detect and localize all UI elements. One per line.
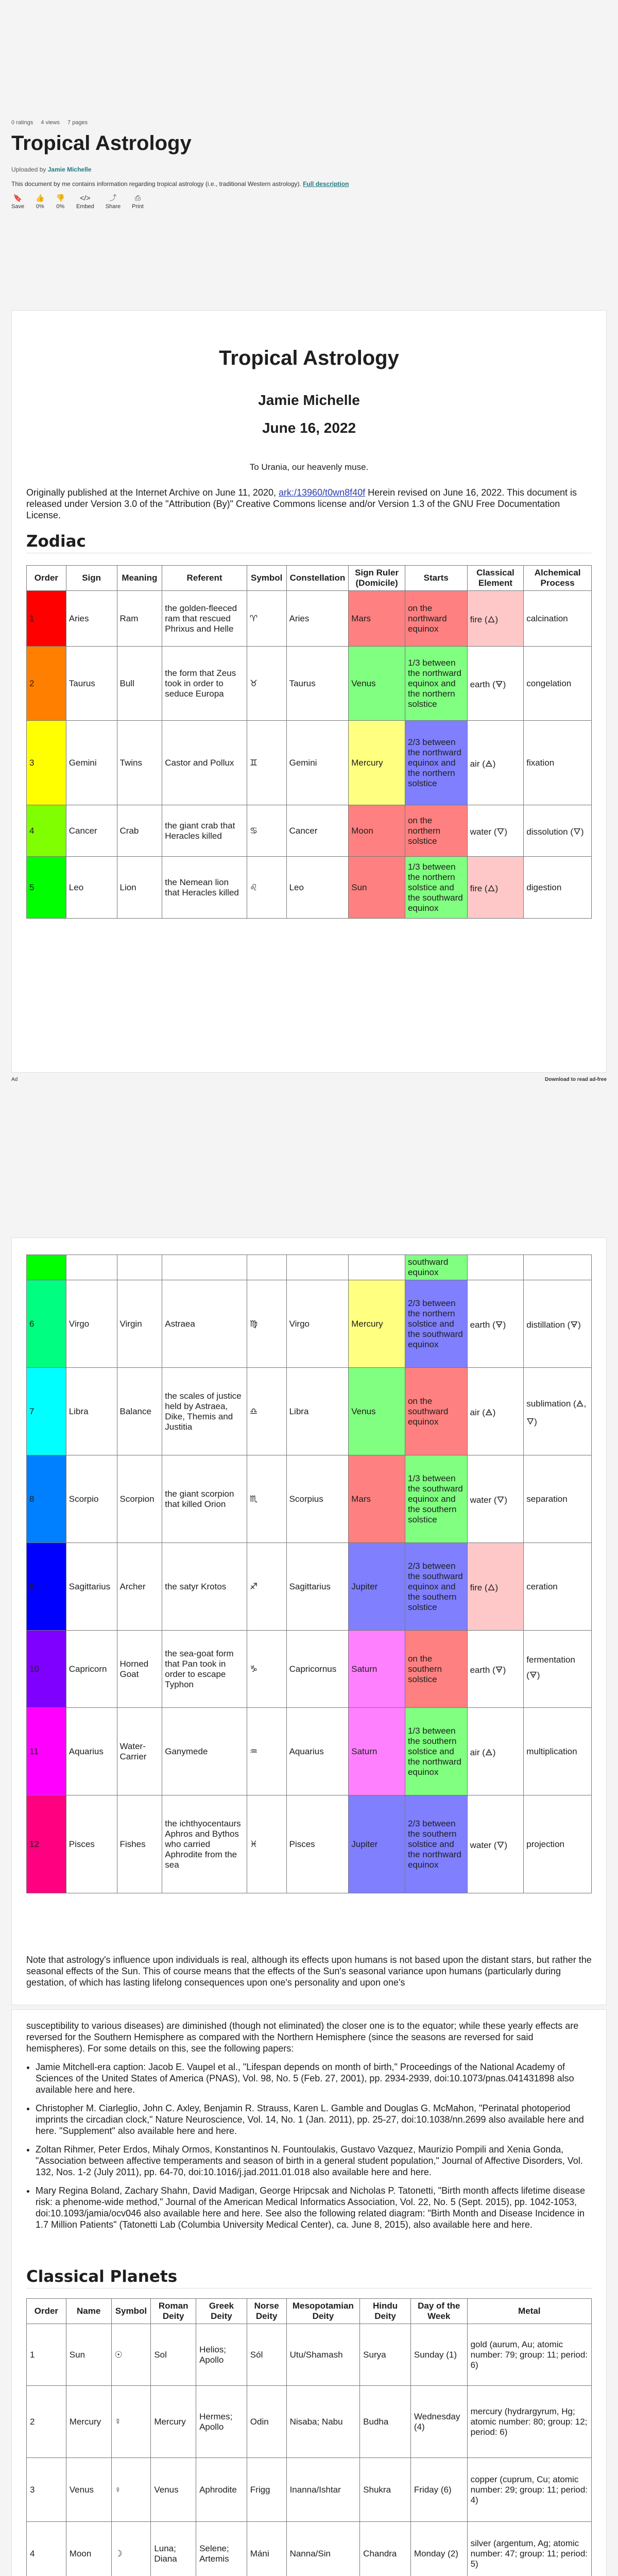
alchemical-process: congelation: [524, 647, 592, 721]
sign-meaning: Ram: [117, 591, 162, 647]
zodiac-row-scorpio: [27, 1455, 592, 1543]
sign-meaning: Balance: [117, 1368, 162, 1455]
sign-order: 9: [27, 1543, 66, 1631]
classical-element: fire (🜂): [467, 591, 524, 647]
column-header: Mesopotamian Deity: [286, 2299, 360, 2324]
alchemical-process: projection: [524, 1795, 592, 1893]
sign-referent: the form that Zeus took in order to seduce Europa: [162, 647, 247, 721]
constellation: Capricornus: [286, 1631, 349, 1708]
continued-text: susceptibility to various diseases) are diminished (though not eliminated) the closer one is to the equator; while these yearly effects are reversed for the Southern Hemisphere as compared with the Northern Hemisphere (since the seasons are reversed for said hemispheres). For some details on this, see the following papers:: [26, 2021, 579, 2054]
empty-cell: [467, 1255, 524, 1280]
alchemical-process: fixation: [524, 721, 592, 805]
sign-order: 7: [27, 1368, 66, 1455]
sign-symbol-icon: ♈: [247, 591, 286, 647]
planets-heading: Classical Planets: [26, 2267, 592, 2289]
full-description-link[interactable]: Full description: [303, 180, 349, 188]
sign-ruler: Mercury: [349, 1280, 405, 1368]
constellation: Cancer: [286, 805, 349, 857]
constellation: Libra: [286, 1368, 349, 1455]
planet-hindu: Budha: [360, 2386, 411, 2458]
sign-ruler: Saturn: [349, 1631, 405, 1708]
column-header: Symbol: [247, 566, 286, 591]
planet-symbol: ☽: [111, 2522, 151, 2576]
sign-symbol-icon: ♊: [247, 721, 286, 805]
sign-symbol-icon: ♐: [247, 1543, 286, 1631]
planet-name: Venus: [66, 2458, 111, 2522]
column-header: Day of the Week: [410, 2299, 467, 2324]
column-header: Meaning: [117, 566, 162, 591]
sign-start: on the northern solstice: [405, 805, 467, 857]
sign-name: Libra: [66, 1368, 117, 1455]
alchemical-process: multiplication: [524, 1708, 592, 1795]
planet-order: 4: [27, 2522, 66, 2576]
sign-symbol-icon: ♍: [247, 1280, 286, 1368]
sign-start: on the southward equinox: [405, 1368, 467, 1455]
sign-ruler: Venus: [349, 647, 405, 721]
thumbs-down-icon: 👎: [56, 194, 65, 202]
zodiac-row-pisces: [27, 1795, 592, 1893]
sign-meaning: Fishes: [117, 1795, 162, 1893]
column-header: Symbol: [111, 2299, 151, 2324]
views-count: 4 views: [41, 120, 60, 126]
planet-name: Mercury: [66, 2386, 111, 2458]
sign-referent: the Nemean lion that Heracles killed: [162, 857, 247, 919]
planet-row-venus: [27, 2458, 592, 2522]
document-page-2: [11, 1238, 607, 2005]
reference-list: [26, 2061, 592, 2230]
sign-ruler: Saturn: [349, 1708, 405, 1795]
document-description: This document by me contains information regarding tropical astrology (i.e., traditional Western astrology). Full description: [11, 180, 349, 188]
constellation: Leo: [286, 857, 349, 919]
classical-element: water (🜄): [467, 1455, 524, 1543]
uploaded-by: Uploaded by Jamie Michelle: [11, 166, 92, 173]
planet-greek: Aphrodite: [196, 2458, 247, 2522]
sign-start: southward equinox: [405, 1255, 467, 1280]
sign-referent: the golden-fleeced ram that rescued Phrixus and Helle: [162, 591, 247, 647]
classical-element: water (🜄): [467, 805, 524, 857]
sign-symbol-icon: ♒: [247, 1708, 286, 1795]
dedication: To Urania, our heavenly muse.: [249, 462, 369, 472]
sign-ruler: Mars: [349, 1455, 405, 1543]
empty-cell: [286, 1255, 349, 1280]
alchemical-process: distillation (🜃): [524, 1280, 592, 1368]
sign-referent: the ichthyocentaurs Aphros and Bythos who carried Aphrodite from the sea: [162, 1795, 247, 1893]
planet-greek: Helios; Apollo: [196, 2324, 247, 2386]
ad-label: Ad: [11, 1077, 18, 1082]
planet-meso: Utu/Shamash: [286, 2324, 360, 2386]
sign-start: 2/3 between the southern solstice and the northward equinox: [405, 1795, 467, 1893]
sign-meaning: Lion: [117, 857, 162, 919]
sign-symbol-icon: ♏: [247, 1455, 286, 1543]
empty-cell: [349, 1255, 405, 1280]
planet-roman: Mercury: [151, 2386, 196, 2458]
constellation: Pisces: [286, 1795, 349, 1893]
column-header: Referent: [162, 566, 247, 591]
zodiac-row-libra: [27, 1368, 592, 1455]
empty-cell: [524, 1255, 592, 1280]
classical-element: earth (🜃): [467, 1631, 524, 1708]
sign-symbol-icon: ♓: [247, 1795, 286, 1893]
reference-item: • Christopher M. Ciarleglio, John C. Axley, Benjamin R. Strauss, Karen L. Gamble and Douglas G. McMahon, "Perinatal photoperiod imprints the circadian clock," Nature Neuroscience, Vol. 14, No. 1 (Jan. 2011), pp. 25-27, doi:10.1038/nn.2699 also available here and here. "Supplement" also available here and here.: [36, 2103, 592, 2137]
planet-norse: Odin: [247, 2386, 286, 2458]
planet-norse: Máni: [247, 2522, 286, 2576]
planet-name: Sun: [66, 2324, 111, 2386]
sign-start: 2/3 between the northern solstice and the southward equinox: [405, 1280, 467, 1368]
sign-symbol-icon: ♎: [247, 1368, 286, 1455]
sign-order: 1: [27, 591, 66, 647]
column-header: Roman Deity: [151, 2299, 196, 2324]
planet-metal: mercury (hydrargyrum, Hg; atomic number: 80; group: 12; period: 6): [467, 2386, 591, 2458]
archive-link[interactable]: ark:/13960/t0wn8f40f: [279, 487, 366, 498]
thumbs-up-icon: 👍: [36, 194, 45, 202]
sign-name: Gemini: [66, 721, 117, 805]
sign-name: Leo: [66, 857, 117, 919]
dislike-button[interactable]: 👎 0%: [56, 194, 65, 210]
sign-start: 1/3 between the southern solstice and the northward equinox: [405, 1708, 467, 1795]
zodiac-row-aquarius: [27, 1708, 592, 1795]
planet-greek: Selene; Artemis: [196, 2522, 247, 2576]
planet-order: 1: [27, 2324, 66, 2386]
classical-element: fire (🜂): [467, 1543, 524, 1631]
zodiac-row-continued: [27, 1255, 592, 1280]
sign-meaning: Horned Goat: [117, 1631, 162, 1708]
empty-cell: [117, 1255, 162, 1280]
planet-meso: Inanna/Ishtar: [286, 2458, 360, 2522]
column-header: Starts: [405, 566, 467, 591]
alchemical-process: fermentation (🜃): [524, 1631, 592, 1708]
sign-name: Aquarius: [66, 1708, 117, 1795]
sign-name: Scorpio: [66, 1455, 117, 1543]
alchemical-process: dissolution (🜄): [524, 805, 592, 857]
sign-meaning: Virgin: [117, 1280, 162, 1368]
sign-referent: the satyr Krotos: [162, 1543, 247, 1631]
sign-name: Sagittarius: [66, 1543, 117, 1631]
seasonal-note: Note that astrology's influence upon individuals is real, although its effects upon humans is not based upon the distant stars, but rather the seasonal effects of the Sun. This of course means that the effects of the Sun's seasonal variance upon humans (particularly during gestation, of which has lasting lifelong consequences upon one's personality and upon one's: [26, 1955, 592, 1988]
constellation: Scorpius: [286, 1455, 349, 1543]
sign-name: Pisces: [66, 1795, 117, 1893]
sign-start: 1/3 between the northward equinox and the northern solstice: [405, 647, 467, 721]
planet-metal: copper (cuprum, Cu; atomic number: 29; group: 11; period: 4): [467, 2458, 591, 2522]
sign-start: on the northward equinox: [405, 591, 467, 647]
share-button[interactable]: ⤴ Share: [105, 194, 121, 210]
alchemical-process: calcination: [524, 591, 592, 647]
sign-name: Taurus: [66, 647, 117, 721]
planet-day: Monday (2): [410, 2522, 467, 2576]
sign-meaning: Scorpion: [117, 1455, 162, 1543]
sign-start: 1/3 between the southward equinox and the southern solstice: [405, 1455, 467, 1543]
planet-hindu: Shukra: [360, 2458, 411, 2522]
embed-button[interactable]: </> Embed: [76, 194, 94, 210]
publication-date: June 16, 2022: [262, 420, 356, 436]
sign-symbol-icon: ♉: [247, 647, 286, 721]
ratings-count: 0 ratings: [11, 120, 33, 126]
sign-name: Cancer: [66, 805, 117, 857]
sign-ruler: Mars: [349, 591, 405, 647]
sign-symbol-icon: ♑: [247, 1631, 286, 1708]
share-icon: ⤴: [109, 194, 117, 202]
sign-start: 1/3 between the northern solstice and the southward equinox: [405, 857, 467, 919]
constellation: Aries: [286, 591, 349, 647]
planet-metal: gold (aurum, Au; atomic number: 79; group: 11; period: 6): [467, 2324, 591, 2386]
document-page-1: [11, 310, 607, 1073]
planets-header-row: [27, 2299, 592, 2324]
planet-symbol: ♀: [111, 2458, 151, 2522]
column-header: Greek Deity: [196, 2299, 247, 2324]
column-header: Norse Deity: [247, 2299, 286, 2324]
sign-meaning: Water-Carrier: [117, 1708, 162, 1795]
planet-hindu: Chandra: [360, 2522, 411, 2576]
sign-order: 2: [27, 647, 66, 721]
zodiac-row-leo: [27, 857, 592, 919]
zodiac-heading: Zodiac: [26, 532, 592, 553]
sign-referent: Ganymede: [162, 1708, 247, 1795]
print-button[interactable]: ⎙ Print: [132, 194, 144, 210]
planet-row-sun: [27, 2324, 592, 2386]
zodiac-header-row: [27, 566, 592, 591]
download-ad-free-link[interactable]: Download to read ad-free: [544, 1077, 607, 1082]
action-bar: [11, 194, 144, 210]
column-header: Constellation: [286, 566, 349, 591]
sign-referent: the giant crab that Heracles killed: [162, 805, 247, 857]
reference-item: • Zoltan Rihmer, Peter Erdos, Mihaly Ormos, Konstantinos N. Fountoulakis, Gustavo Vazquez, Maurizio Pompili and Xenia Gonda, "Association between affective temperaments and season of birth in a general student population," Journal of Affective Disorders, Vol. 132, Nos. 1-2 (July 2011), pp. 64-70, doi:10.1016/j.jad.2011.01.018 also available here and here.: [36, 2144, 592, 2178]
zodiac-row-cancer: [27, 805, 592, 857]
column-header: Metal: [467, 2299, 591, 2324]
planet-norse: Sól: [247, 2324, 286, 2386]
constellation: Taurus: [286, 647, 349, 721]
sign-meaning: Archer: [117, 1543, 162, 1631]
alchemical-process: separation: [524, 1455, 592, 1543]
print-icon: ⎙: [134, 194, 141, 202]
classical-element: air (🜁): [467, 721, 524, 805]
sign-order: 10: [27, 1631, 66, 1708]
column-header: Order: [27, 566, 66, 591]
author-name: Jamie Michelle: [258, 392, 360, 408]
sign-meaning: Twins: [117, 721, 162, 805]
doc-stats: [11, 120, 94, 126]
column-header: Order: [27, 2299, 66, 2324]
sign-order: 5: [27, 857, 66, 919]
zodiac-table: [26, 565, 592, 919]
sign-name: Virgo: [66, 1280, 117, 1368]
publication-note: Originally published at the Internet Archive on June 11, 2020, ark:/13960/t0wn8f40f Herein revised on June 16, 2022. This document is released under Version 3.0 of the "Attribution (By)" Creative Commons license and/or Version 1.3 of the GNU Free Documentation License.: [26, 487, 577, 520]
sign-referent: the giant scorpion that killed Orion: [162, 1455, 247, 1543]
sign-name: Aries: [66, 591, 117, 647]
document-page-3: [11, 2009, 607, 2576]
sign-ruler: Jupiter: [349, 1795, 405, 1893]
sign-order: 12: [27, 1795, 66, 1893]
classical-element: earth (🜃): [467, 647, 524, 721]
sign-name: Capricorn: [66, 1631, 117, 1708]
planet-roman: Luna; Diana: [151, 2522, 196, 2576]
empty-cell: [162, 1255, 247, 1280]
planets-table: [26, 2298, 592, 2576]
planet-metal: silver (argentum, Ag; atomic number: 47; group: 11; period: 5): [467, 2522, 591, 2576]
planet-order: 2: [27, 2386, 66, 2458]
sign-referent: the scales of justice held by Astraea, Dike, Themis and Justitia: [162, 1368, 247, 1455]
sign-start: 2/3 between the southward equinox and the southern solstice: [405, 1543, 467, 1631]
empty-cell: [66, 1255, 117, 1280]
sign-referent: Astraea: [162, 1280, 247, 1368]
page-title: Tropical Astrology: [219, 347, 399, 369]
sign-ruler: Sun: [349, 857, 405, 919]
planet-name: Moon: [66, 2522, 111, 2576]
planet-roman: Venus: [151, 2458, 196, 2522]
column-header: Alchemical Process: [524, 566, 592, 591]
sign-order: 3: [27, 721, 66, 805]
bookmark-icon: 🔖: [13, 194, 23, 202]
column-header: Sign Ruler (Domicile): [349, 566, 405, 591]
planet-row-mercury: [27, 2386, 592, 2458]
zodiac-row-aries: [27, 591, 592, 647]
planet-day: Wednesday (4): [410, 2386, 467, 2458]
like-button[interactable]: 👍 0%: [36, 194, 45, 210]
sign-ruler: Venus: [349, 1368, 405, 1455]
zodiac-row-capricorn: [27, 1631, 592, 1708]
sign-ruler: Jupiter: [349, 1543, 405, 1631]
planet-row-moon: [27, 2522, 592, 2576]
sign-ruler: Mercury: [349, 721, 405, 805]
planet-hindu: Surya: [360, 2324, 411, 2386]
zodiac-table-continued: [26, 1255, 592, 1893]
reference-item: • Jamie Mitchell-era caption: Jacob E. Vaupel et al., "Lifespan depends on month of birth," Proceedings of the National Academy of Sciences of the United States of America (PNAS), Vol. 98, No. 5 (Feb. 27, 2001), pp. 2934-2939, doi:10.1073/pnas.041431898 also available here and here.: [36, 2061, 592, 2095]
constellation: Aquarius: [286, 1708, 349, 1795]
column-header: Classical Element: [467, 566, 524, 591]
sign-order: [27, 1255, 66, 1280]
classical-element: water (🜄): [467, 1795, 524, 1893]
planet-meso: Nisaba; Nabu: [286, 2386, 360, 2458]
classical-element: fire (🜂): [467, 857, 524, 919]
sign-symbol-icon: ♌: [247, 857, 286, 919]
ad-bar: [11, 1075, 607, 1085]
planet-symbol: ☉: [111, 2324, 151, 2386]
sign-meaning: Crab: [117, 805, 162, 857]
column-header: Sign: [66, 566, 117, 591]
zodiac-row-taurus: [27, 647, 592, 721]
sign-order: 8: [27, 1455, 66, 1543]
empty-cell: [247, 1255, 286, 1280]
classical-element: earth (🜃): [467, 1280, 524, 1368]
alchemical-process: digestion: [524, 857, 592, 919]
document-title: Tropical Astrology: [11, 132, 192, 155]
planet-roman: Sol: [151, 2324, 196, 2386]
constellation: Gemini: [286, 721, 349, 805]
classical-element: air (🜁): [467, 1708, 524, 1795]
sign-referent: the sea-goat form that Pan took in order to escape Typhon: [162, 1631, 247, 1708]
sign-symbol-icon: ♋: [247, 805, 286, 857]
column-header: Hindu Deity: [360, 2299, 411, 2324]
sign-order: 11: [27, 1708, 66, 1795]
classical-element: air (🜁): [467, 1368, 524, 1455]
zodiac-row-virgo: [27, 1280, 592, 1368]
sign-start: on the southern solstice: [405, 1631, 467, 1708]
constellation: Sagittarius: [286, 1543, 349, 1631]
alchemical-process: ceration: [524, 1543, 592, 1631]
constellation: Virgo: [286, 1280, 349, 1368]
reference-item: • Mary Regina Boland, Zachary Shahn, David Madigan, George Hripcsak and Nicholas P. Tatonetti, "Birth month affects lifetime disease risk: a phenome-wide method," Journal of the American Medical Informatics Association, Vol. 22, No. 5 (Sept. 2015), pp. 1042-1053, doi:10.1093/jamia/ocv046 also available here and here. See also the following related diagram: "Birth Month and Disease Incidence in 1.7 Million Patients" (Tatonetti Lab (Columbia University Medical Center), ca. June 8, 2015), also available here and here.: [36, 2185, 592, 2230]
planet-day: Sunday (1): [410, 2324, 467, 2386]
planet-day: Friday (6): [410, 2458, 467, 2522]
zodiac-row-gemini: [27, 721, 592, 805]
planet-greek: Hermes; Apollo: [196, 2386, 247, 2458]
sign-ruler: Moon: [349, 805, 405, 857]
zodiac-row-sagittarius: [27, 1543, 592, 1631]
sign-referent: Castor and Pollux: [162, 721, 247, 805]
uploader-link[interactable]: Jamie Michelle: [47, 166, 92, 173]
planet-order: 3: [27, 2458, 66, 2522]
sign-order: 4: [27, 805, 66, 857]
save-button[interactable]: 🔖 Save: [11, 194, 25, 210]
embed-icon: </>: [80, 194, 91, 202]
planet-symbol: ☿: [111, 2386, 151, 2458]
sign-order: 6: [27, 1280, 66, 1368]
planet-meso: Nanna/Sin: [286, 2522, 360, 2576]
pages-count: 7 pages: [67, 120, 88, 126]
sign-start: 2/3 between the northward equinox and the northern solstice: [405, 721, 467, 805]
alchemical-process: sublimation (🜁, 🜄): [524, 1368, 592, 1455]
sign-meaning: Bull: [117, 647, 162, 721]
column-header: Name: [66, 2299, 111, 2324]
planet-norse: Frigg: [247, 2458, 286, 2522]
